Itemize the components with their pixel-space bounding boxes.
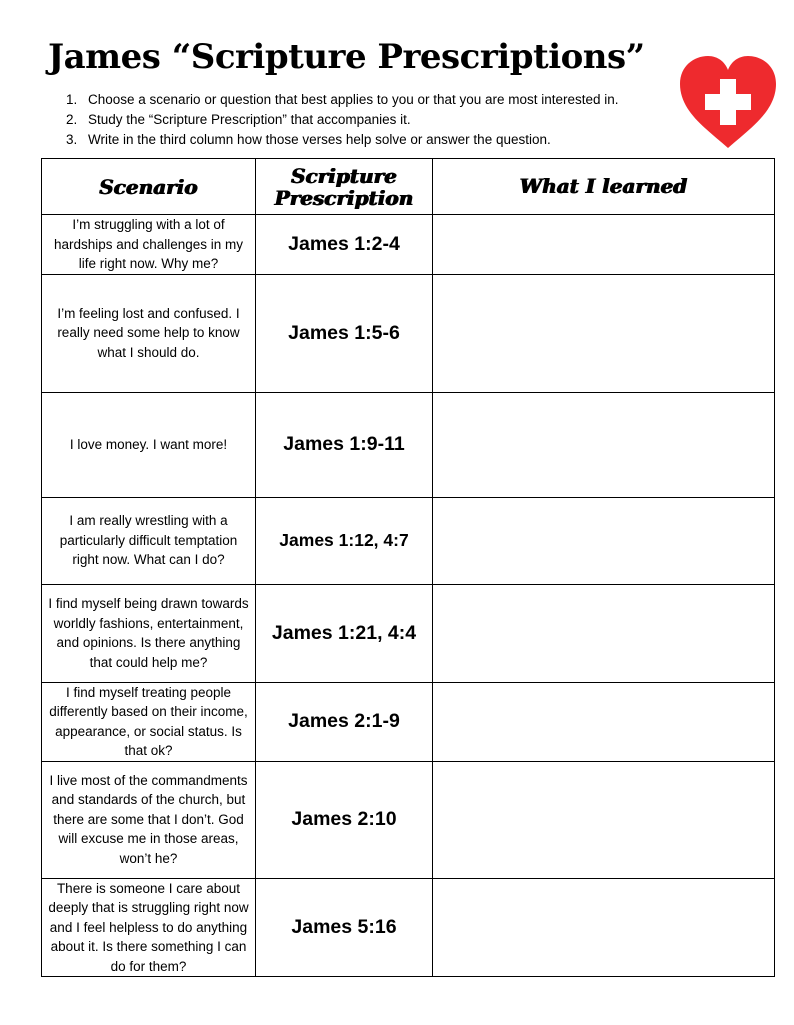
page-title: James “Scripture Prescriptions” bbox=[48, 37, 645, 77]
instruction-text: Write in the third column how those verses help solve or answer the question. bbox=[88, 132, 551, 147]
scenario-cell: I love money. I want more! bbox=[42, 392, 256, 497]
prescriptions-table bbox=[41, 158, 775, 977]
scripture-reference: James 1:9-11 bbox=[256, 392, 433, 497]
scenario-cell: I’m struggling with a lot of hardships and challenges in my life right now. Why me? bbox=[42, 215, 256, 275]
table-header-row bbox=[42, 159, 775, 215]
scenario-cell: I am really wrestling with a particularly difficult temptation right now. What can I do? bbox=[42, 497, 256, 584]
instruction-item bbox=[58, 130, 619, 150]
what-i-learned-cell[interactable] bbox=[433, 392, 775, 497]
scripture-reference: James 1:21, 4:4 bbox=[256, 584, 433, 682]
column-header-prescription bbox=[256, 159, 433, 215]
table-row bbox=[42, 761, 775, 878]
instruction-number: 1. bbox=[66, 92, 78, 107]
scripture-reference: James 2:1-9 bbox=[256, 682, 433, 761]
heart-medical-cross-icon bbox=[678, 54, 778, 150]
table-row bbox=[42, 392, 775, 497]
instruction-number: 2. bbox=[66, 112, 78, 127]
table-row bbox=[42, 682, 775, 761]
what-i-learned-cell[interactable] bbox=[433, 274, 775, 392]
instruction-number: 3. bbox=[66, 132, 78, 147]
scripture-reference: James 5:16 bbox=[256, 878, 433, 977]
prescription-header-line2: Prescription bbox=[274, 185, 414, 210]
instruction-text: Study the “Scripture Prescription” that accompanies it. bbox=[88, 112, 411, 127]
scenario-cell: I find myself being drawn towards worldly fashions, entertainment, and opinions. Is there anything that could help me? bbox=[42, 584, 256, 682]
instruction-item bbox=[58, 110, 619, 130]
scenario-cell: I find myself treating people differently based on their income, appearance, or social status. Is that ok? bbox=[42, 682, 256, 761]
scripture-reference: James 1:2-4 bbox=[256, 215, 433, 275]
table-row bbox=[42, 497, 775, 584]
instructions-list bbox=[58, 90, 619, 150]
what-i-learned-cell[interactable] bbox=[433, 878, 775, 977]
what-i-learned-cell[interactable] bbox=[433, 584, 775, 682]
table-row bbox=[42, 215, 775, 275]
what-i-learned-cell[interactable] bbox=[433, 682, 775, 761]
what-i-learned-cell[interactable] bbox=[433, 215, 775, 275]
prescription-header-line1: Scripture bbox=[291, 163, 397, 188]
scripture-reference: James 1:12, 4:7 bbox=[256, 497, 433, 584]
scenario-cell: There is someone I care about deeply that is struggling right now and I feel helpless to do anything about it. Is there something I can do for them? bbox=[42, 878, 256, 977]
table-row bbox=[42, 878, 775, 977]
what-i-learned-cell[interactable] bbox=[433, 497, 775, 584]
instruction-text: Choose a scenario or question that best applies to you or that you are most interested in. bbox=[88, 92, 619, 107]
instruction-item bbox=[58, 90, 619, 110]
table-row bbox=[42, 274, 775, 392]
scripture-reference: James 2:10 bbox=[256, 761, 433, 878]
column-header-learned bbox=[433, 159, 775, 215]
scenario-cell: I live most of the commandments and standards of the church, but there are some that I don’t. God will excuse me in those areas, won’t he? bbox=[42, 761, 256, 878]
table-row bbox=[42, 584, 775, 682]
scenario-header-label: Scenario bbox=[99, 174, 198, 199]
cross-horizontal bbox=[705, 94, 751, 110]
learned-header-label: What I learned bbox=[519, 174, 688, 198]
scripture-reference: James 1:5-6 bbox=[256, 274, 433, 392]
scenario-cell: I’m feeling lost and confused. I really need some help to know what I should do. bbox=[42, 274, 256, 392]
column-header-scenario bbox=[42, 159, 256, 215]
what-i-learned-cell[interactable] bbox=[433, 761, 775, 878]
